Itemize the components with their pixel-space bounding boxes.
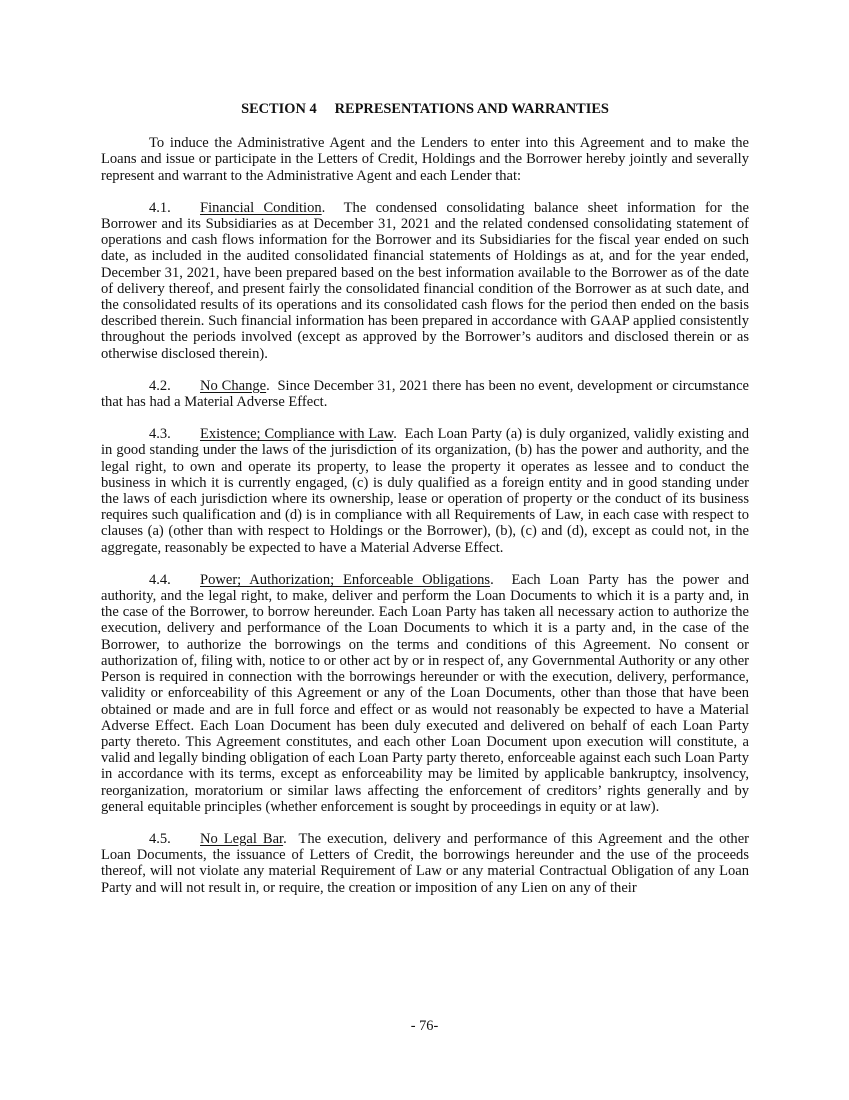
- subsection-4-1: 4.1. Financial Condition. The condensed consolidating balance sheet information for the Borrower and its Subsidiaries as at December 31, 2021 and the related condensed consolidating statement of operations and cash flows information for the Borrower and its Subsidiaries for the fiscal year ended on such date, as included in the audited consolidated financial statements of Holdings as at, and for the year ended, December 31, 2021, have been prepared based on the best information available to the Borrower as of the date of delivery thereof, and present fairly the consolidated financial condition of the Borrower as at such date, and the consolidated results of its operations and its consolidated cash flows for the period then ended on the basis described therein. Such financial information has been prepared in accordance with GAAP applied consistently throughout the periods involved (except as approved by the Borrower’s auditors and disclosed therein or as otherwise disclosed therein).: [101, 199, 749, 362]
- subsection-number: 4.3.: [149, 426, 171, 443]
- subsection-4-4: 4.4. Power; Authorization; Enforceable Obligations. Each Loan Party has the power and authority, and the legal right, to make, deliver and perform the Loan Documents to which it is a party and, in the case of the Borrower, to borrow hereunder. Each Loan Party has taken all necessary action to authorize the execution, delivery and performance of the Loan Documents to which it is a party and, in the case of the Borrower, to authorize the borrowings on the terms and conditions of this Agreement. No consent or authorization of, filing with, notice to or other act by or in respect of, any Governmental Authority or any other Person is required in connection with the borrowings hereunder or with the execution, delivery, performance, validity or enforceability of this Agreement or any of the Loan Documents, other than those that have been obtained or made and are in full force and effect or as would not reasonably be expected to have a Material Adverse Effect. Each Loan Document has been duly executed and delivered on behalf of each Loan Party party thereto. This Agreement constitutes, and each other Loan Document upon execution will constitute, a valid and legally binding obligation of each Loan Party party thereto, enforceable against each such Loan Party in accordance with its terms, except as enforceability may be limited by applicable bankruptcy, insolvency, reorganization, moratorium or similar laws affecting the enforcement of creditors’ rights generally and by general equitable principles (whether enforcement is sought by proceedings in equity or at law).: [101, 571, 749, 815]
- section-heading: [101, 101, 749, 117]
- subsection-4-2: 4.2. No Change. Since December 31, 2021 there has been no event, development or circumstance that has had a Material Adverse Effect.: [101, 377, 749, 411]
- subsection-caption: No Legal Bar: [200, 830, 284, 847]
- subsection-4-3: 4.3. Existence; Compliance with Law. Each Loan Party (a) is duly organized, validly existing and in good standing under the laws of the jurisdiction of its organization, (b) has the power and authority, and the legal right, to own and operate its property, to lease the property it operates as lessee and to conduct the business in which it is currently engaged, (c) is duly qualified as a foreign entity and in good standing under the laws of each jurisdiction where its ownership, lease or operation of property or the conduct of its business requires such qualification and (d) is in compliance with all Requirements of Law, in each case with respect to clauses (a) (other than with respect to Holdings or the Borrower), (b), (c) and (d), except as could not, in the aggregate, reasonably be expected to have a Material Adverse Effect.: [101, 426, 749, 556]
- subsection-text: The condensed consolidating balance sheet information for the Borrower and its Subsidiaries as at December 31, 2021 and the related condensed consolidating statement of operations and cash flows information for the Borrower and its Subsidiaries for the fiscal year ended on such date, as included in the audited consolidated financial statements of Holdings as at, and for the year ended, December 31, 2021, have been prepared based on the best information available to the Borrower as of the date of delivery thereof, and present fairly the consolidated financial condition of the Borrower as at such date, and the consolidated results of its operations and its consolidated cash flows for the period then ended on the basis described therein. Such financial information has been prepared in accordance with GAAP applied consistently throughout the periods involved (except as approved by the Borrower’s auditors and disclosed therein or as otherwise disclosed therein).: [101, 199, 749, 362]
- section-number: SECTION 4: [241, 101, 317, 117]
- page-number: - 76-: [410, 1018, 439, 1034]
- subsection-text: Each Loan Party (a) is duly organized, validly existing and in good standing under the laws of the jurisdiction of its organization, (b) has the power and authority, and the legal right, to own and operate its property, to lease the property it operates as lessee and to conduct the business in which it is currently engaged, (c) is duly qualified as a foreign entity and in good standing under the laws of each jurisdiction where its ownership, lease or operation of property or the conduct of its business requires such qualification and (d) is in compliance with all Requirements of Law, in each case with respect to clauses (a) (other than with respect to Holdings or the Borrower), (b), (c) and (d), except as could not, in the aggregate, reasonably be expected to have a Material Adverse Effect.: [101, 426, 749, 556]
- subsection-number: 4.1.: [149, 199, 171, 216]
- intro-paragraph: To induce the Administrative Agent and the Lenders to enter into this Agreement and to make the Loans and issue or participate in the Letters of Credit, Holdings and the Borrower hereby jointly and severally represent and warrant to the Administrative Agent and each Lender that:: [101, 135, 749, 184]
- subsection-number: 4.2.: [149, 377, 171, 394]
- subsection-number: 4.4.: [149, 571, 171, 588]
- subsection-text: The execution, delivery and performance of this Agreement and the other Loan Documents, the issuance of Letters of Credit, the borrowings hereunder and the use of the proceeds thereof, will not violate any material Requirement of Law or any material Contractual Obligation of any Loan Party and will not result in, or require, the creation or imposition of any Lien on any of their: [101, 830, 749, 896]
- section-title: REPRESENTATIONS AND WARRANTIES: [334, 101, 609, 117]
- subsection-caption: Power; Authorization; Enforceable Obligations: [200, 571, 491, 588]
- subsection-caption: Financial Condition: [200, 199, 322, 216]
- page-body: [101, 101, 749, 912]
- subsection-4-5: 4.5. No Legal Bar. The execution, delivery and performance of this Agreement and the other Loan Documents, the issuance of Letters of Credit, the borrowings hereunder and the use of the proceeds thereof, will not violate any material Requirement of Law or any material Contractual Obligation of any Loan Party and will not result in, or require, the creation or imposition of any Lien on any of their: [101, 830, 749, 896]
- subsection-caption: No Change: [200, 377, 267, 394]
- subsection-text: Each Loan Party has the power and authority, and the legal right, to make, deliver and perform the Loan Documents to which it is a party and, in the case of the Borrower, to borrow hereunder. Each Loan Party has taken all necessary action to authorize the execution, delivery and performance of the Loan Documents to which it is a party and, in the case of the Borrower, to authorize the borrowings on the terms and conditions of this Agreement. No consent or authorization of, filing with, notice to or other act by or in respect of, any Governmental Authority or any other Person is required in connection with the borrowings hereunder or with the execution, delivery, performance, validity or enforceability of this Agreement or any of the Loan Documents, other than those that have been obtained or made and are in full force and effect or as would not reasonably be expected to have a Material Adverse Effect. Each Loan Document has been duly executed and delivered on behalf of each Loan Party party thereto. This Agreement constitutes, and each other Loan Document upon execution will constitute, a valid and legally binding obligation of each Loan Party party thereto, enforceable against each such Loan Party in accordance with its terms, except as enforceability may be limited by applicable bankruptcy, insolvency, reorganization, moratorium or similar laws affecting the enforcement of creditors’ rights generally and by general equitable principles (whether enforcement is sought by proceedings in equity or at law).: [101, 571, 749, 815]
- subsection-text: Since December 31, 2021 there has been no event, development or circumstance that has had a Material Adverse Effect.: [101, 377, 749, 411]
- subsection-number: 4.5.: [149, 830, 171, 847]
- subsection-caption: Existence; Compliance with Law: [200, 426, 394, 443]
